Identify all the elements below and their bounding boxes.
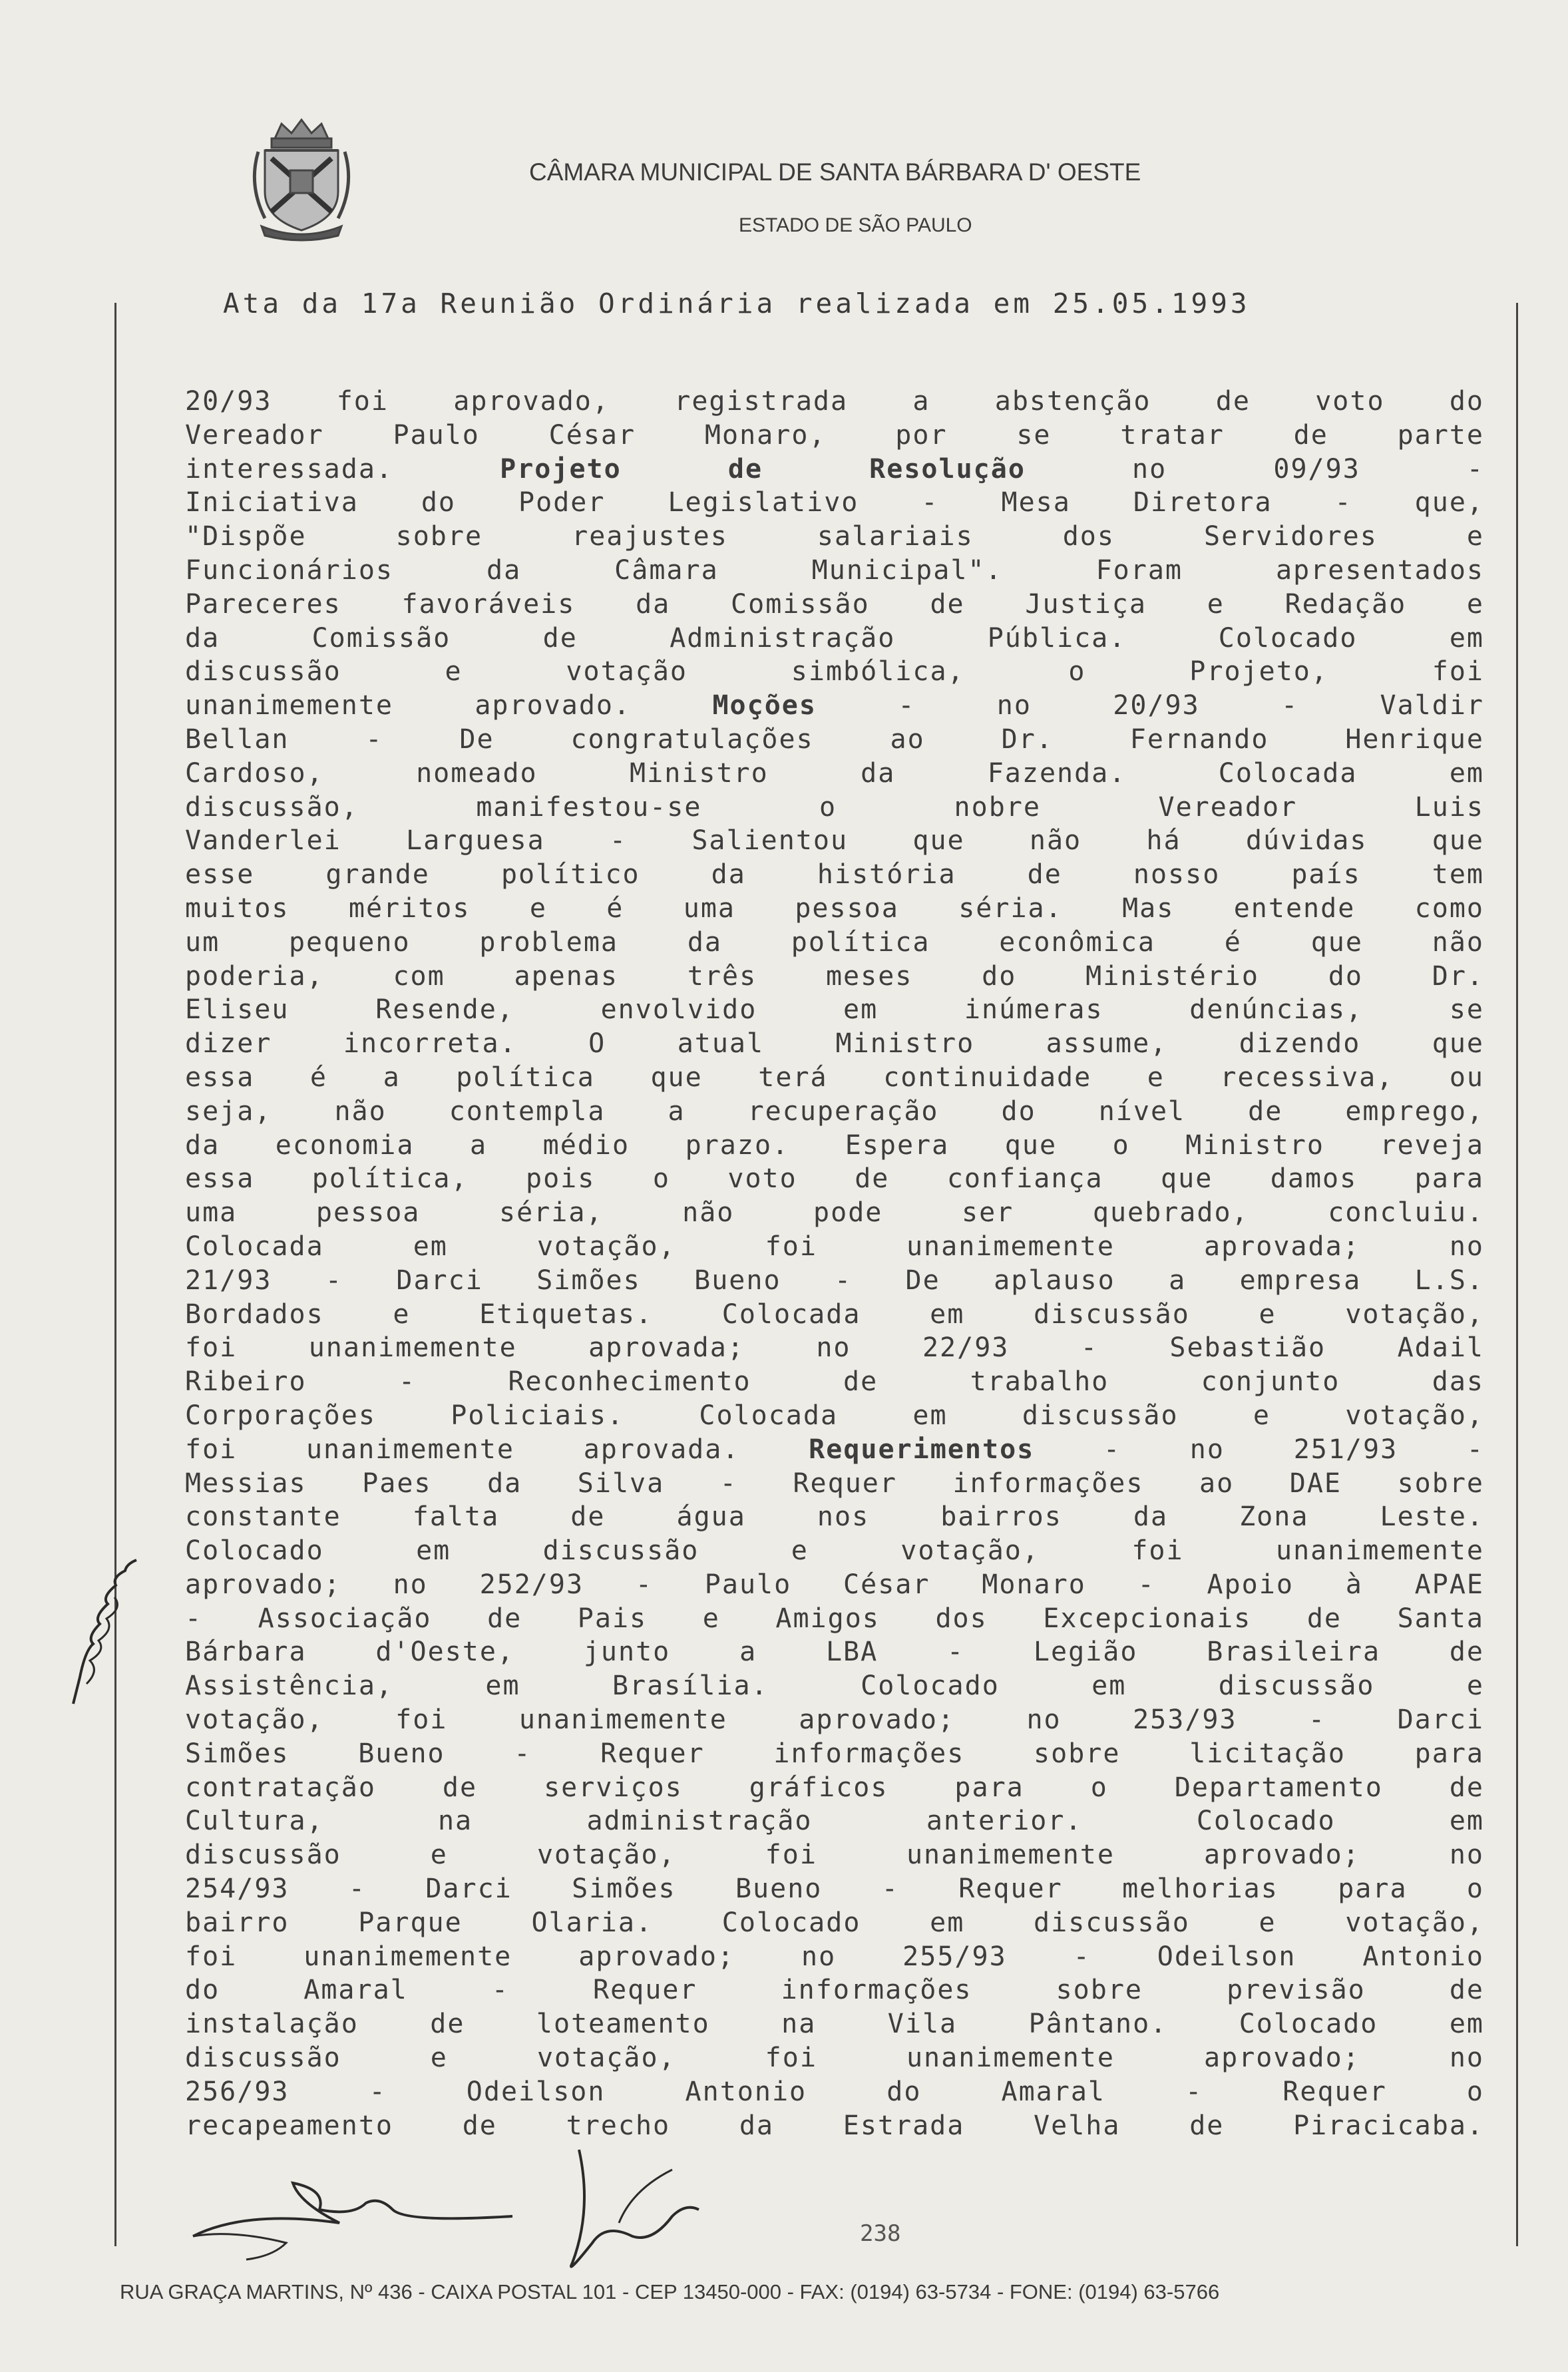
minutes-line: Vereador Paulo César Monaro, por se tratar de parte [185,419,1484,451]
minutes-line: Colocada em votação, foi unanimemente aprovada; no [185,1231,1484,1262]
minutes-line: Bordados e Etiquetas. Colocada em discussão e votação, [185,1298,1484,1330]
minutes-line: bairro Parque Olaria. Colocado em discussão e votação, [185,1907,1484,1938]
minutes-line: do Amaral - Requer informações sobre previsão de [185,1975,1484,2006]
minutes-line: Vanderlei Larguesa - Salientou que não há dúvidas que [185,825,1484,857]
minutes-line: foi unanimemente aprovada; no 22/93 - Sebastião Adail [185,1332,1484,1364]
minutes-line: dizer incorreta. O atual Ministro assume, dizendo que [185,1028,1484,1060]
minutes-line: Cultura, na administração anterior. Colocado em [185,1806,1484,1837]
minutes-line: discussão, manifestou-se o nobre Vereador Luis [185,791,1484,823]
minutes-line: Cardoso, nomeado Ministro da Fazenda. Colocada em [185,757,1484,789]
minutes-line: votação, foi unanimemente aprovado; no 253/93 - Darci [185,1704,1484,1736]
minutes-line: Iniciativa do Poder Legislativo - Mesa Diretora - que, [185,487,1484,518]
minutes-line: Funcionários da Câmara Municipal". Foram apresentados [185,554,1484,586]
minutes-line: Eliseu Resende, envolvido em inúmeras denúncias, se [185,994,1484,1026]
minutes-line: Messias Paes da Silva - Requer informações ao DAE sobre [185,1468,1484,1499]
minutes-line: recapeamento de trecho da Estrada Velha de Piracicaba. [185,2110,1484,2141]
minutes-line: instalação de loteamento na Vila Pântano. Colocado em [185,2009,1484,2040]
minutes-line: essa é a política que terá continuidade e recessiva, ou [185,1062,1484,1093]
minutes-line: 20/93 foi aprovado, registrada a abstenção de voto do [185,386,1484,417]
page-number: 238 [860,2220,901,2247]
minutes-line: essa política, pois o voto de confiança que damos para [185,1163,1484,1195]
minutes-line: Bellan - De congratulações ao Dr. Fernando Henrique [185,723,1484,755]
minutes-line: discussão e votação simbólica, o Projeto, foi [185,656,1484,688]
minutes-line: Assistência, em Brasília. Colocado em discussão e [185,1671,1484,1702]
minutes-line: 256/93 - Odeilson Antonio do Amaral - Requer o [185,2076,1484,2107]
document-title: Ata da 17a Reunião Ordinária realizada em 25.05.1993 [223,288,1251,319]
institution-name: CÂMARA MUNICIPAL DE SANTA BÁRBARA D' OESTE [529,158,1141,186]
minutes-line: foi unanimemente aprovada. Requerimentos - no 251/93 - [185,1434,1484,1465]
minutes-line: constante falta de água nos bairros da Zona Leste. [185,1501,1484,1533]
margin-signature [60,1544,146,1717]
minutes-line: 254/93 - Darci Simões Bueno - Requer melhorias para o [185,1874,1484,1905]
minutes-line: discussão e votação, foi unanimemente aprovado; no [185,2043,1484,2074]
minutes-line: contratação de serviços gráficos para o Departamento de [185,1772,1484,1803]
minutes-line: Simões Bueno - Requer informações sobre licitação para [185,1738,1484,1769]
minutes-line: unanimemente aprovado. Moções - no 20/93 - Valdir [185,690,1484,721]
minutes-line: Ribeiro - Reconhecimento de trabalho conjunto das [185,1366,1484,1398]
minutes-line: 21/93 - Darci Simões Bueno - De aplauso a empresa L.S. [185,1265,1484,1296]
minutes-line: esse grande político da história de nosso país tem [185,859,1484,890]
minutes-line: - Associação de Pais e Amigos dos Excepcionais de Santa [185,1603,1484,1634]
minutes-line: discussão e votação, foi unanimemente aprovado; no [185,1840,1484,1871]
bottom-signatures [166,2143,765,2289]
minutes-line: poderia, com apenas três meses do Ministério do Dr. [185,960,1484,992]
minutes-line: da Comissão de Administração Pública. Colocado em [185,622,1484,654]
minutes-line: Colocado em discussão e votação, foi unanimemente [185,1535,1484,1567]
minutes-line: uma pessoa séria, não pode ser quebrado, concluiu. [185,1197,1484,1229]
footer-address: RUA GRAÇA MARTINS, Nº 436 - CAIXA POSTAL 101 - CEP 13450-000 - FAX: (0194) 63-5734 - FONE: (0194) 63-5766 [120,2280,1220,2303]
coat-of-arms-icon [245,112,358,242]
minutes-line: muitos méritos e é uma pessoa séria. Mas entende como [185,892,1484,924]
right-margin-rule [1516,303,1518,2246]
minutes-line: foi unanimemente aprovado; no 255/93 - Odeilson Antonio [185,1941,1484,1972]
minutes-line: interessada. Projeto de Resolução no 09/93 - [185,453,1484,485]
minutes-line: um pequeno problema da política econômica é que não [185,926,1484,958]
minutes-line: aprovado; no 252/93 - Paulo César Monaro - Apoio à APAE [185,1569,1484,1600]
minutes-body [185,385,1484,2142]
minutes-line: Bárbara d'Oeste, junto a LBA - Legião Brasileira de [185,1637,1484,1668]
minutes-line: Corporações Policiais. Colocada em discussão e votação, [185,1400,1484,1431]
left-margin-rule [114,303,116,2246]
minutes-line: seja, não contempla a recuperação do nível de emprego, [185,1095,1484,1127]
minutes-line: Pareceres favoráveis da Comissão de Justiça e Redação e [185,588,1484,620]
minutes-line: "Dispõe sobre reajustes salariais dos Servidores e [185,521,1484,552]
minutes-line: da economia a médio prazo. Espera que o Ministro reveja [185,1129,1484,1161]
state-name: ESTADO DE SÃO PAULO [739,214,972,236]
